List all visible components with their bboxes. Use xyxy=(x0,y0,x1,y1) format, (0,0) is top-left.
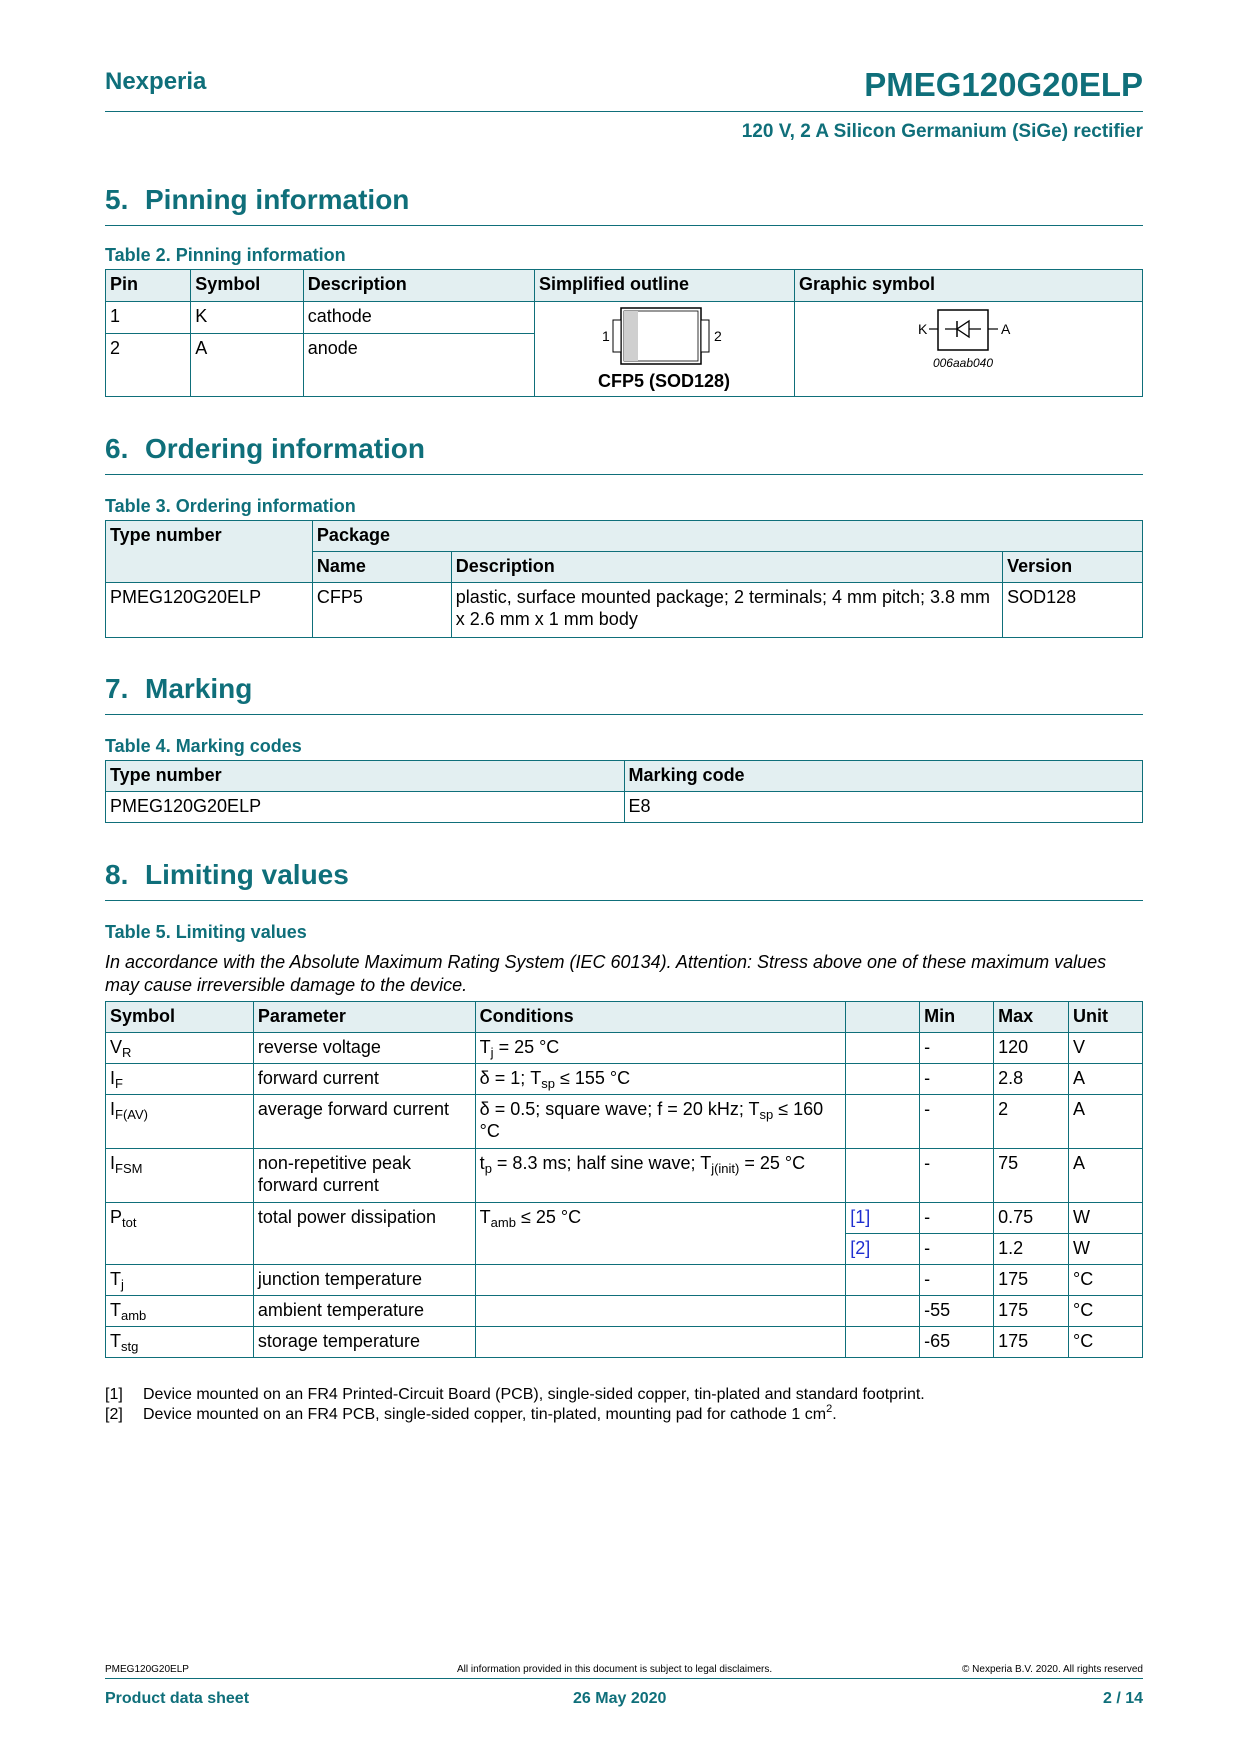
figure-code: 006aab040 xyxy=(932,356,994,370)
section-divider xyxy=(105,900,1143,901)
col-header-symbol: Symbol xyxy=(191,270,303,302)
col-header-parameter: Parameter xyxy=(253,1002,475,1033)
table-row xyxy=(106,1095,1143,1149)
min-cell: - xyxy=(920,1203,994,1234)
max-cell: 2 xyxy=(994,1095,1069,1149)
table-row xyxy=(106,792,1143,823)
table-row xyxy=(106,302,1143,334)
symbol-k-label: K xyxy=(917,321,928,337)
section-number: 6. xyxy=(105,433,129,464)
max-cell: 120 xyxy=(994,1033,1069,1064)
footer-copyright: © Nexperia B.V. 2020. All rights reserved xyxy=(962,1664,1143,1675)
section-number: 5. xyxy=(105,184,129,215)
header-divider xyxy=(105,111,1143,112)
note-cell xyxy=(846,1033,920,1064)
col-header-max: Max xyxy=(994,1002,1069,1033)
col-header-type-number: Type number xyxy=(106,761,625,792)
col-header-graphic: Graphic symbol xyxy=(794,270,1142,302)
conditions-cell: δ = 0.5; square wave; f = 20 kHz; $T_{sp} \le 160$ °C xyxy=(475,1095,846,1149)
note-cell xyxy=(846,1327,920,1358)
conditions-cell xyxy=(475,1327,846,1358)
min-cell: -55 xyxy=(920,1296,994,1327)
min-cell: - xyxy=(920,1033,994,1064)
footnote-text: Device mounted on an FR4 Printed-Circuit Board (PCB), single-sided copper, tin-plated and standard footprint. xyxy=(143,1386,925,1403)
table-caption-ordering: Table 3. Ordering information xyxy=(105,496,356,516)
col-header-pin: Pin xyxy=(106,270,191,302)
conditions-cell: $T_{amb} \le 25$ °C xyxy=(475,1203,846,1265)
unit-cell: W xyxy=(1069,1203,1143,1234)
description-cell: cathode xyxy=(303,302,534,334)
min-cell: - xyxy=(920,1095,994,1149)
footnote: [2] Device mounted on an FR4 PCB, single-sided copper, tin-plated, mounting pad for cathode 1 $cm^2$. xyxy=(105,1403,837,1423)
section-heading-ordering xyxy=(105,433,425,465)
parameter-cell: junction temperature xyxy=(253,1265,475,1296)
col-header-note xyxy=(846,1002,920,1033)
parameter-cell: forward current xyxy=(253,1064,475,1095)
table-row xyxy=(106,1327,1143,1358)
max-cell: 75 xyxy=(994,1149,1069,1203)
unit-cell: A xyxy=(1069,1064,1143,1095)
section-title: Ordering information xyxy=(145,433,425,464)
parameter-cell: ambient temperature xyxy=(253,1296,475,1327)
section-number: 7. xyxy=(105,673,129,704)
limiting-values-table xyxy=(105,1001,1143,1358)
ordering-table xyxy=(105,520,1143,638)
symbol-cell: $I_{FSM}$ xyxy=(106,1149,254,1203)
simplified-outline-cell xyxy=(534,302,794,397)
note-cell xyxy=(846,1296,920,1327)
col-header-description: Description xyxy=(303,270,534,302)
pin-cell: 1 xyxy=(106,302,191,334)
parameter-cell: storage temperature xyxy=(253,1327,475,1358)
package-outline-drawing xyxy=(535,302,794,396)
table-row xyxy=(106,1033,1143,1064)
footnote-label: [2] xyxy=(105,1406,123,1423)
diode-symbol-icon xyxy=(795,302,1142,396)
symbol-cell: $I_F$ xyxy=(106,1064,254,1095)
section-heading-limiting xyxy=(105,859,349,891)
max-cell: 1.2 xyxy=(994,1234,1069,1265)
outline-pin-left: 1 xyxy=(601,328,610,344)
col-header-symbol: Symbol xyxy=(106,1002,254,1033)
document-subtitle: 120 V, 2 A Silicon Germanium (SiGe) rectifier xyxy=(741,121,1143,142)
max-cell: 175 xyxy=(994,1296,1069,1327)
parameter-cell: total power dissipation xyxy=(253,1203,475,1265)
min-cell: - xyxy=(920,1149,994,1203)
parameter-cell: reverse voltage xyxy=(253,1033,475,1064)
col-header-description: Description xyxy=(451,552,1002,583)
conditions-cell: δ = 1; $T_{sp} \le 155$ °C xyxy=(475,1064,846,1095)
section-number: 8. xyxy=(105,859,129,890)
footer-divider xyxy=(105,1678,1143,1679)
footer-disclaimer: All information provided in this document is subject to legal disclaimers. xyxy=(457,1664,773,1675)
footnote-ref-link[interactable]: [2] xyxy=(846,1234,920,1265)
table-row xyxy=(106,1064,1143,1095)
col-header-type-number: Type number xyxy=(106,521,313,583)
note-cell xyxy=(846,1064,920,1095)
footnote xyxy=(105,1386,925,1404)
parameter-cell: non-repetitive peak forward current xyxy=(253,1149,475,1203)
col-header-unit: Unit xyxy=(1069,1002,1143,1033)
table-caption-pinning: Table 2. Pinning information xyxy=(105,245,346,265)
footer-page-number: 2 / 14 xyxy=(1102,1690,1143,1707)
table-row xyxy=(106,1296,1143,1327)
footnote-ref-link[interactable]: [1] xyxy=(846,1203,920,1234)
section-title: Limiting values xyxy=(145,859,349,890)
package-name-cell: CFP5 xyxy=(312,583,451,638)
conditions-cell: $t_p = 8.3$ ms; half sine wave; $T_{j(init)} = 25$ °C xyxy=(475,1149,846,1203)
unit-cell: °C xyxy=(1069,1327,1143,1358)
table-caption-marking: Table 4. Marking codes xyxy=(105,736,302,756)
symbol-cell: K xyxy=(191,302,303,334)
table-row xyxy=(106,583,1143,638)
symbol-cell: $P_{tot}$ xyxy=(106,1203,254,1265)
type-number-cell: PMEG120G20ELP xyxy=(106,792,625,823)
symbol-cell: $T_{amb}$ xyxy=(106,1296,254,1327)
conditions-cell xyxy=(475,1296,846,1327)
col-header-outline: Simplified outline xyxy=(534,270,794,302)
max-cell: 2.8 xyxy=(994,1064,1069,1095)
min-cell: - xyxy=(920,1234,994,1265)
min-cell: - xyxy=(920,1265,994,1296)
section-divider xyxy=(105,474,1143,475)
description-cell: anode xyxy=(303,334,534,397)
table-row xyxy=(106,1203,1143,1234)
conditions-cell: $T_j = 25$ °C xyxy=(475,1033,846,1064)
graphic-symbol-cell xyxy=(794,302,1142,397)
package-version-cell: SOD128 xyxy=(1003,583,1143,638)
col-header-min: Min xyxy=(920,1002,994,1033)
unit-cell: °C xyxy=(1069,1296,1143,1327)
col-header-package: Package xyxy=(312,521,1142,552)
pin-cell: 2 xyxy=(106,334,191,397)
section-title: Pinning information xyxy=(145,184,410,215)
unit-cell: W xyxy=(1069,1234,1143,1265)
min-cell: -65 xyxy=(920,1327,994,1358)
symbol-cell: $I_{F(AV)}$ xyxy=(106,1095,254,1149)
document-title: PMEG120G20ELP xyxy=(864,66,1143,103)
marking-table xyxy=(105,760,1143,823)
section-heading-marking xyxy=(105,673,252,705)
max-cell: 0.75 xyxy=(994,1203,1069,1234)
footnote-text: Device mounted on an FR4 PCB, single-sided copper, tin-plated, mounting pad for cathode 1 cm xyxy=(143,1406,827,1423)
note-cell xyxy=(846,1095,920,1149)
note-cell xyxy=(846,1149,920,1203)
max-cell: 175 xyxy=(994,1327,1069,1358)
section-divider xyxy=(105,714,1143,715)
symbol-cell: A xyxy=(191,334,303,397)
min-cell: - xyxy=(920,1064,994,1095)
symbol-cell: $V_R$ xyxy=(106,1033,254,1064)
table-note: In accordance with the Absolute Maximum Rating System (IEC 60134). Attention: Stress above one of these maximum values may cause irreversible damage to the device. xyxy=(105,952,1107,995)
brand-name: Nexperia xyxy=(105,68,207,95)
section-divider xyxy=(105,225,1143,226)
type-number-cell: PMEG120G20ELP xyxy=(106,583,313,638)
col-header-conditions: Conditions xyxy=(475,1002,846,1033)
unit-cell: °C xyxy=(1069,1265,1143,1296)
col-header-version: Version xyxy=(1003,552,1143,583)
col-header-name: Name xyxy=(312,552,451,583)
symbol-cell: $T_{stg}$ xyxy=(106,1327,254,1358)
unit-cell: A xyxy=(1069,1095,1143,1149)
symbol-cell: $T_j$ xyxy=(106,1265,254,1296)
col-header-marking-code: Marking code xyxy=(624,761,1142,792)
section-heading-pinning xyxy=(105,184,409,216)
table-caption-limiting: Table 5. Limiting values xyxy=(105,922,307,942)
note-cell xyxy=(846,1265,920,1296)
table-row xyxy=(106,1265,1143,1296)
pinning-table xyxy=(105,269,1143,397)
symbol-a-label: A xyxy=(1000,321,1011,337)
unit-cell: V xyxy=(1069,1033,1143,1064)
max-cell: 175 xyxy=(994,1265,1069,1296)
unit-cell: A xyxy=(1069,1149,1143,1203)
section-title: Marking xyxy=(145,673,253,704)
conditions-cell xyxy=(475,1265,846,1296)
package-label: CFP5 (SOD128) xyxy=(597,371,730,391)
table-row xyxy=(106,1149,1143,1203)
marking-code-cell: E8 xyxy=(624,792,1142,823)
parameter-cell: average forward current xyxy=(253,1095,475,1149)
footer-doc-type: Product data sheet xyxy=(105,1690,250,1707)
footnote-label: [1] xyxy=(105,1386,123,1403)
outline-pin-right: 2 xyxy=(713,328,722,344)
package-description-cell: plastic, surface mounted package; 2 terminals; 4 mm pitch; 3.8 mm x 2.6 mm x 1 mm body xyxy=(451,583,1002,638)
footer-doc-id: PMEG120G20ELP xyxy=(105,1664,189,1675)
footer-date: 26 May 2020 xyxy=(573,1690,667,1707)
